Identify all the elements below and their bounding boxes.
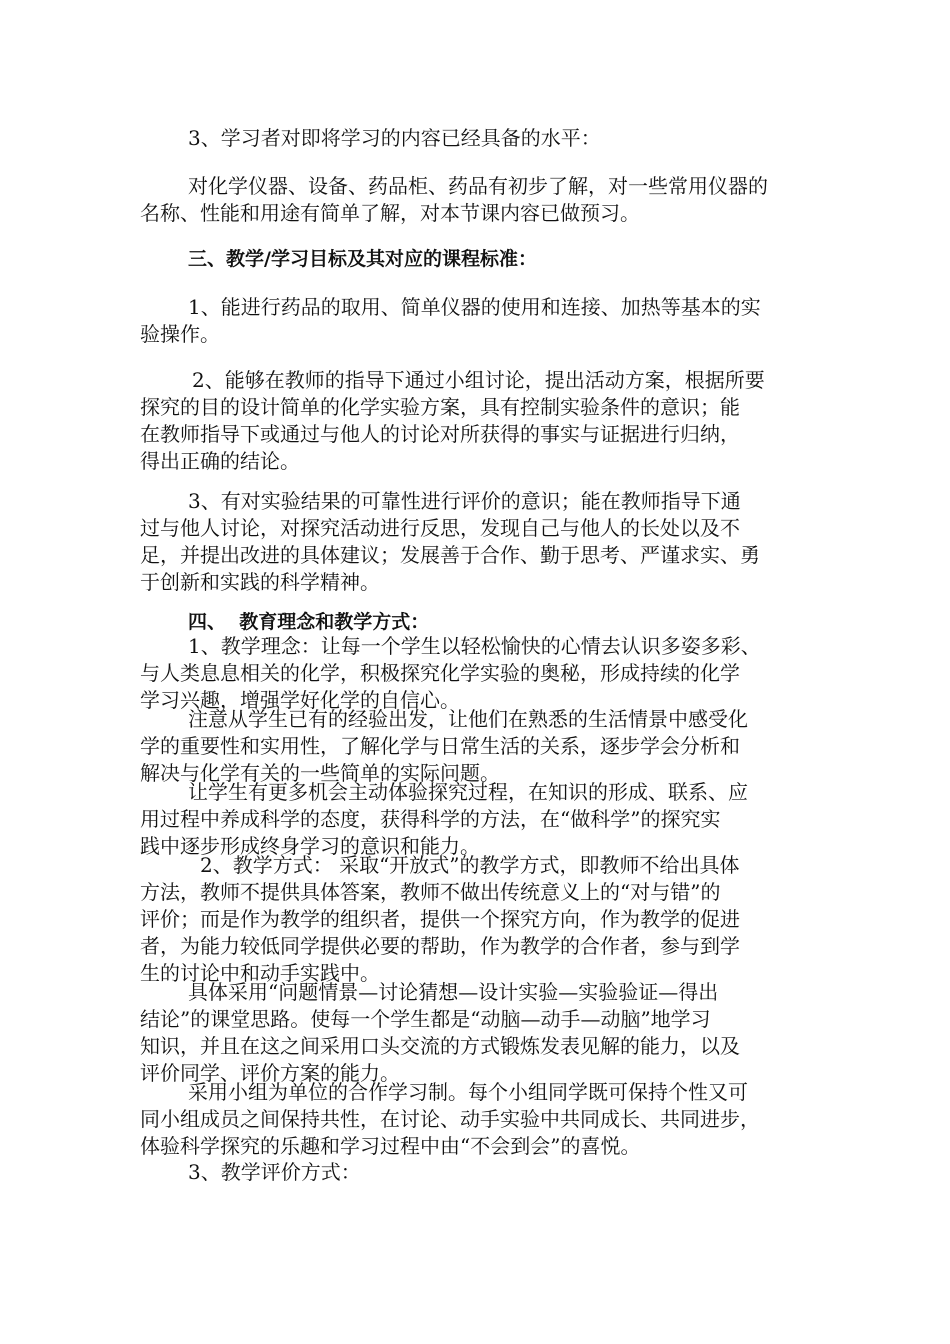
paragraph-evaluation-heading [140,1159,812,1186]
text-line: 三、教学/学习目标及其对应的课程标准： [188,248,537,270]
text-line: 在教师指导下或通过与他人的讨论对所获得的事实与证据进行归纳， [140,422,740,446]
text-line: 结论”的课堂思路。使每一个学生都是“动脑—动手—动脑”地学习 [140,1007,711,1031]
text-line: 解决与化学有关的一些简单的实际问题。 [140,761,500,785]
text-line: 1、能进行药品的取用、简单仪器的使用和连接、加热等基本的实 [188,295,761,319]
text-line: 2、教学方式： 采取“开放式”的教学方式，即教师不给出具体 [200,853,740,877]
text-line: 于创新和实践的科学精神。 [140,570,380,594]
paragraph-classroom-approach [140,979,812,1087]
text-line: 体验科学探究的乐趣和学习过程中由“不会到会”的喜悦。 [140,1134,641,1158]
text-line: 对化学仪器、设备、药品柜、药品有初步了解，对一些常用仪器的 [188,174,768,198]
text-line: 学的重要性和实用性，了解化学与日常生活的关系，逐步学会分析和 [140,734,740,758]
paragraph-experience [140,706,812,787]
text-line: 生的讨论中和动手实践中。 [140,961,380,985]
text-line: 评价同学、评价方案的能力。 [140,1061,400,1085]
text-line: 过与他人讨论，对探究活动进行反思，发现自己与他人的长处以及不 [140,516,740,540]
paragraph-inquiry [140,779,812,860]
text-line: 1、教学理念：让每一个学生以轻松愉快的心情去认识多姿多彩、 [188,634,761,658]
text-line: 践中逐步形成终身学习的意识和能力。 [140,834,480,858]
text-line: 方法，教师不提供具体答案，教师不做出传统意义上的“对与错”的 [140,880,721,904]
text-line: 与人类息息相关的化学，积极探究化学实验的奥秘，形成持续的化学 [140,661,740,685]
text-line: 2、能够在教师的指导下通过小组讨论，提出活动方案，根据所要 [192,368,765,392]
text-line: 评价；而是作为教学的组织者，提供一个探究方向，作为教学的促进 [140,907,740,931]
text-line: 名称、性能和用途有简单了解，对本节课内容已做预习。 [140,201,640,225]
paragraph-learner-level-heading [140,125,812,152]
text-line: 用过程中养成科学的态度，获得科学的方法，在“做科学”的探究实 [140,807,721,831]
text-line: 得出正确的结论。 [140,449,300,473]
text-line: 3、有对实验结果的可靠性进行评价的意识；能在教师指导下通 [188,489,741,513]
text-line: 具体采用“问题情景—讨论猜想—设计实验—实验验证—得出 [188,980,719,1004]
paragraph-teaching-method [140,852,812,987]
paragraph-group-learning [140,1079,812,1160]
section-heading-goals [140,246,812,273]
paragraph-goal-3 [140,488,812,596]
paragraph-learner-level-body [140,173,812,227]
text-line: 3、教学评价方式： [188,1160,361,1184]
text-line: 足，并提出改进的具体建议；发展善于合作、勤于思考、严谨求实、勇 [140,543,760,567]
text-line: 同小组成员之间保持共性，在讨论、动手实验中共同成长、共同进步， [140,1107,760,1131]
text-line: 四、 教育理念和教学方式： [188,611,430,633]
text-line: 注意从学生已有的经验出发，让他们在熟悉的生活情景中感受化 [188,707,748,731]
paragraph-goal-1 [140,294,812,348]
text-line: 3、学习者对即将学习的内容已经具备的水平： [188,126,601,150]
text-line: 学习兴趣，增强学好化学的自信心。 [140,688,460,712]
text-line: 探究的目的设计简单的化学实验方案，具有控制实验条件的意识；能 [140,395,740,419]
text-line: 者，为能力较低同学提供必要的帮助，作为教学的合作者，参与到学 [140,934,740,958]
text-line: 采用小组为单位的合作学习制。每个小组同学既可保持个性又可 [188,1080,748,1104]
paragraph-teaching-philosophy [140,633,812,714]
section-heading-philosophy [140,609,812,636]
paragraph-goal-2 [140,367,812,475]
text-line: 知识，并且在这之间采用口头交流的方式锻炼发表见解的能力，以及 [140,1034,740,1058]
text-line: 让学生有更多机会主动体验探究过程，在知识的形成、联系、应 [188,780,748,804]
text-line: 验操作。 [140,322,220,346]
